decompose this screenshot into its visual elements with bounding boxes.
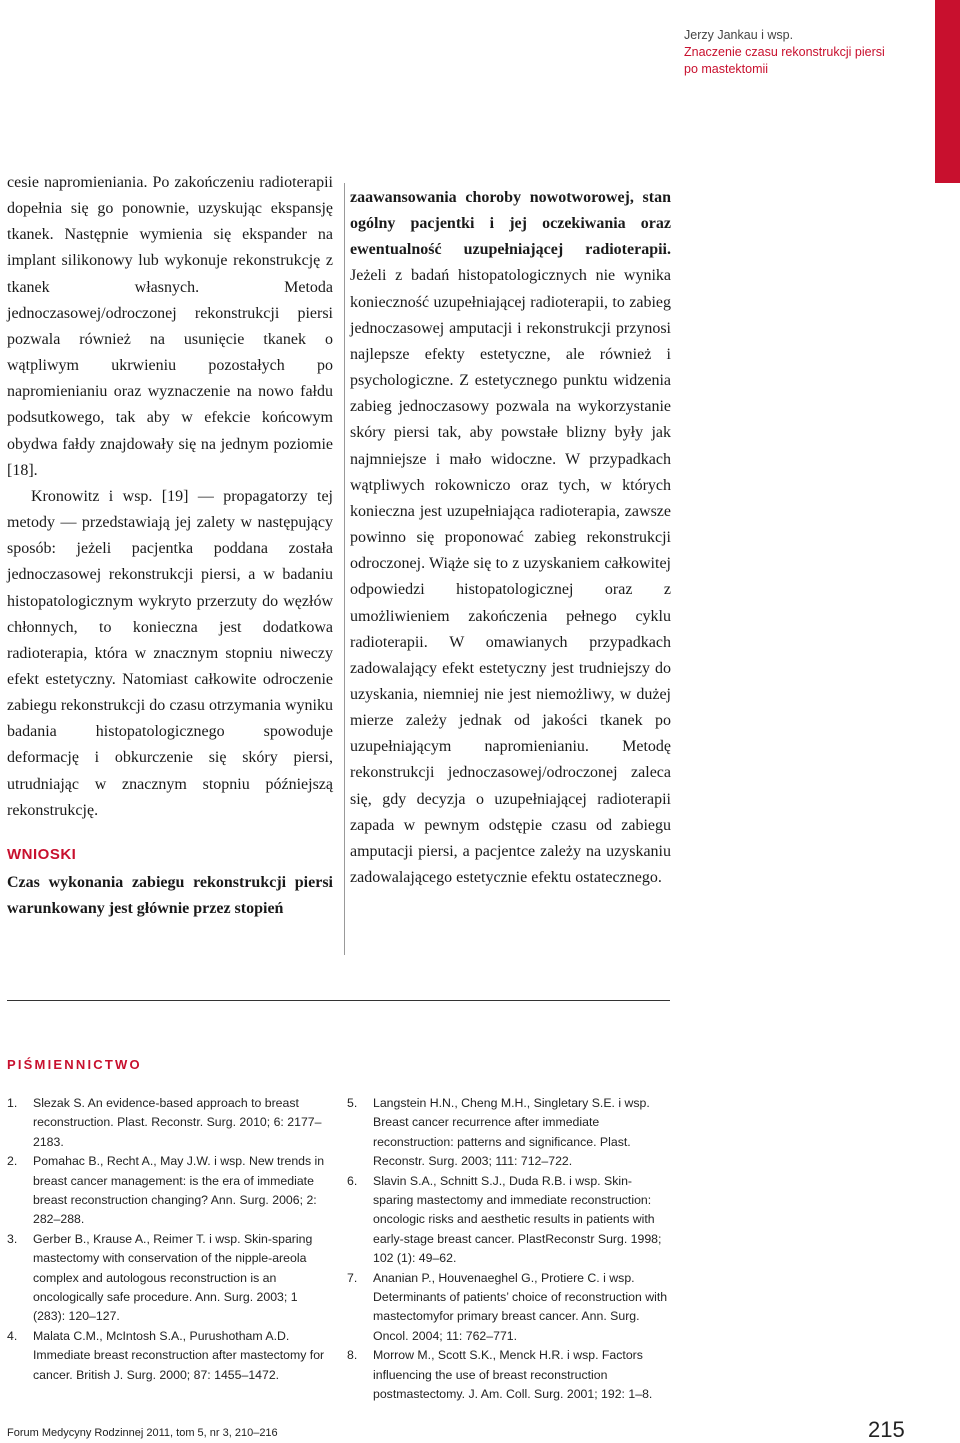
paragraph-continuation: cesie napromieniania. Po zakończeniu radioterapii dopełnia się go ponownie, uzyskując ekspansję tkanek. Następnie wymienia się ekspander na implant silikonowy lub wykonuje rekonstrukcję z tkanek własnych. Metoda jednoczasowej/odroczonej rekonstrukcji piersi pozwala również na usunięcie tkanek o wątpliwym ukrwieniu pozostałych po napromienianiu oraz wyznaczenie na nowo fałdu podsutkowego, tak aby w efekcie końcowym obydwa fałdy znajdowały się na jednym poziomie [18].: [7, 174, 333, 479]
reference-text: Malata C.M., McIntosh S.A., Purushotham A.D. Immediate breast reconstruction after mastectomy for cancer. British J. Surg. 2000; 87: 1455–1472.: [33, 1328, 325, 1382]
reference-item: [7, 1327, 329, 1385]
conclusion-bold-text: zaawansowania choroby nowotworowej, stan ogólny pacjentki i jej oczekiwania oraz ewentualność uzupełniającej radioterapii.: [350, 189, 671, 259]
running-head-author: Jerzy Jankau i wsp.: [684, 28, 794, 42]
running-head-title-line2: po mastektomii: [684, 62, 769, 76]
right-column: [350, 185, 671, 891]
reference-number: 3.: [7, 1231, 18, 1246]
reference-item: [7, 1152, 329, 1230]
section-heading-wnioski: WNIOSKI: [7, 845, 77, 863]
reference-item: [347, 1269, 670, 1347]
left-column: [7, 170, 333, 922]
running-head-title-line1: Znaczenie czasu rekonstrukcji piersi: [684, 45, 885, 59]
page-number: 215: [868, 1417, 905, 1442]
reference-text: Slezak S. An evidence-based approach to breast reconstruction. Plast. Reconstr. Surg. 2010; 6: 2177–2183.: [33, 1096, 322, 1149]
reference-number: 8.: [347, 1348, 358, 1363]
reference-text: Ananian P., Houvenaeghel G., Protiere C. i wsp. Determinants of patients’ choice of reconstruction with mastectomyfor primary breast cancer. Ann. Surg. Oncol. 2004; 11: 762–771.: [373, 1270, 668, 1343]
reference-number: 5.: [347, 1096, 358, 1110]
reference-text: Pomahac B., Recht A., May J.W. i wsp. New trends in breast cancer management: is the era of immediate breast reconstruction changing? Ann. Surg. 2006; 2: 282–288.: [33, 1154, 325, 1227]
references-list-right: [347, 1094, 670, 1405]
conclusion-regular-text: Jeżeli z badań histopatologicznych nie wynika konieczność uzupełniającej radioterapii, to zabieg jednoczasowej amputacji i rekonstrukcji przynosi najlepsze efekty estetyczne, ale również i psychologiczne. Z estetycznego punktu widzenia zabieg jednoczasowy pozwala na wykorzystanie skóry piersi tak, aby powstałe blizny były jak najmniejsze i mało widoczne. W przypadkach wątpliwych rokowniczo oraz tych, w których konieczna jest uzupełniająca radioterapia, zawsze powinno się proponować zabieg rekonstrukcji odroczonej. Wiąże się to z uzyskaniem całkowitej odpowiedzi histopatologicznej oraz z umożliwieniem zakończenia pełnego cyklu radioterapii. W omawianych przypadkach zadowalający efekt estetyczny jest trudniejszy do uzyskania, niemniej nie jest niemożliwy, w dużej mierze zależy jednak od jakości tkanek po uzupełniającym napromienianiu. Metodę rekonstrukcji jednoczasowej/odroczonej zaleca się, gdy decyzja o uzupełniającej radioterapii zapada w pewnym odstępie czasu od zabiegu amputacji piersi, a pacjentce zależy na uzyskaniu zadowalającego estetycznie efektu ostatecznego.: [350, 267, 671, 887]
running-head: [684, 27, 924, 78]
column-divider: [344, 183, 345, 955]
reference-number: 6.: [347, 1173, 358, 1188]
reference-item: [347, 1172, 670, 1269]
reference-item: [347, 1346, 670, 1404]
references-divider: [7, 1000, 670, 1001]
reference-number: 1.: [7, 1096, 18, 1110]
paragraph-kronowitz: Kronowitz i wsp. [19] — propagatorzy tej metody — przedstawiają jej zalety w następujący sposób: jeżeli pacjentka poddana została jednoczasowej rekonstrukcji piersi, a w badaniu histopatologicznym wykryto przerzuty do węzłów chłonnych, to konieczna jest dodatkowa radioterapia, która w znacznym stopniu niweczy efekt estetyczny. Natomiast całkowite odroczenie zabiegu rekonstrukcji do czasu otrzymania wyniku badania histopatologicznego spowoduje deformację i obkurczenie się skóry piersi, utrudniając w znacznym stopniu późniejszą rekonstrukcję.: [7, 487, 333, 819]
reference-item: [7, 1094, 329, 1152]
reference-number: 7.: [347, 1270, 358, 1285]
reference-text: Gerber B., Krause A., Reimer T. i wsp. Skin-sparing mastectomy with conservation of the nipple-areola complex and autologous reconstruction is an oncologically safe procedure. Ann. Surg. 2003; 1 (283): 120–127.: [33, 1231, 313, 1324]
reference-text: Langstein H.N., Cheng M.H., Singletary S.E. i wsp. Breast cancer recurrence after immediate reconstruction: patterns and significance. Plast. Reconstr. Surg. 2003; 111: 712–722.: [373, 1096, 650, 1169]
reference-item: [347, 1094, 670, 1172]
footer-journal: Forum Medycyny Rodzinnej 2011, tom 5, nr 3, 210–216: [7, 1427, 278, 1439]
reference-text: Morrow M., Scott S.K., Menck H.R. i wsp. Factors influencing the use of breast reconstruction postmastectomy. J. Am. Coll. Surg. 2001; 192: 1–8.: [373, 1348, 653, 1402]
reference-number: 2.: [7, 1154, 18, 1169]
references-list-left: [7, 1094, 329, 1385]
red-corner-tab: [935, 0, 960, 183]
conclusion-continuation: [350, 185, 671, 891]
reference-item: [7, 1230, 329, 1327]
reference-number: 4.: [7, 1328, 18, 1343]
conclusion-start: Czas wykonania zabiegu rekonstrukcji piersi warunkowany jest głównie przez stopień: [7, 874, 333, 918]
reference-text: Slavin S.A., Schnitt S.J., Duda R.B. i wsp. Skin-sparing mastectomy and immediate reconstruction: oncologic risks and aesthetic results in patients with early-stage breast cancer. PlastReconstr Surg. 1998; 102 (1): 49–62.: [373, 1173, 662, 1266]
references-heading: PIŚMIENNICTWO: [7, 1057, 142, 1072]
